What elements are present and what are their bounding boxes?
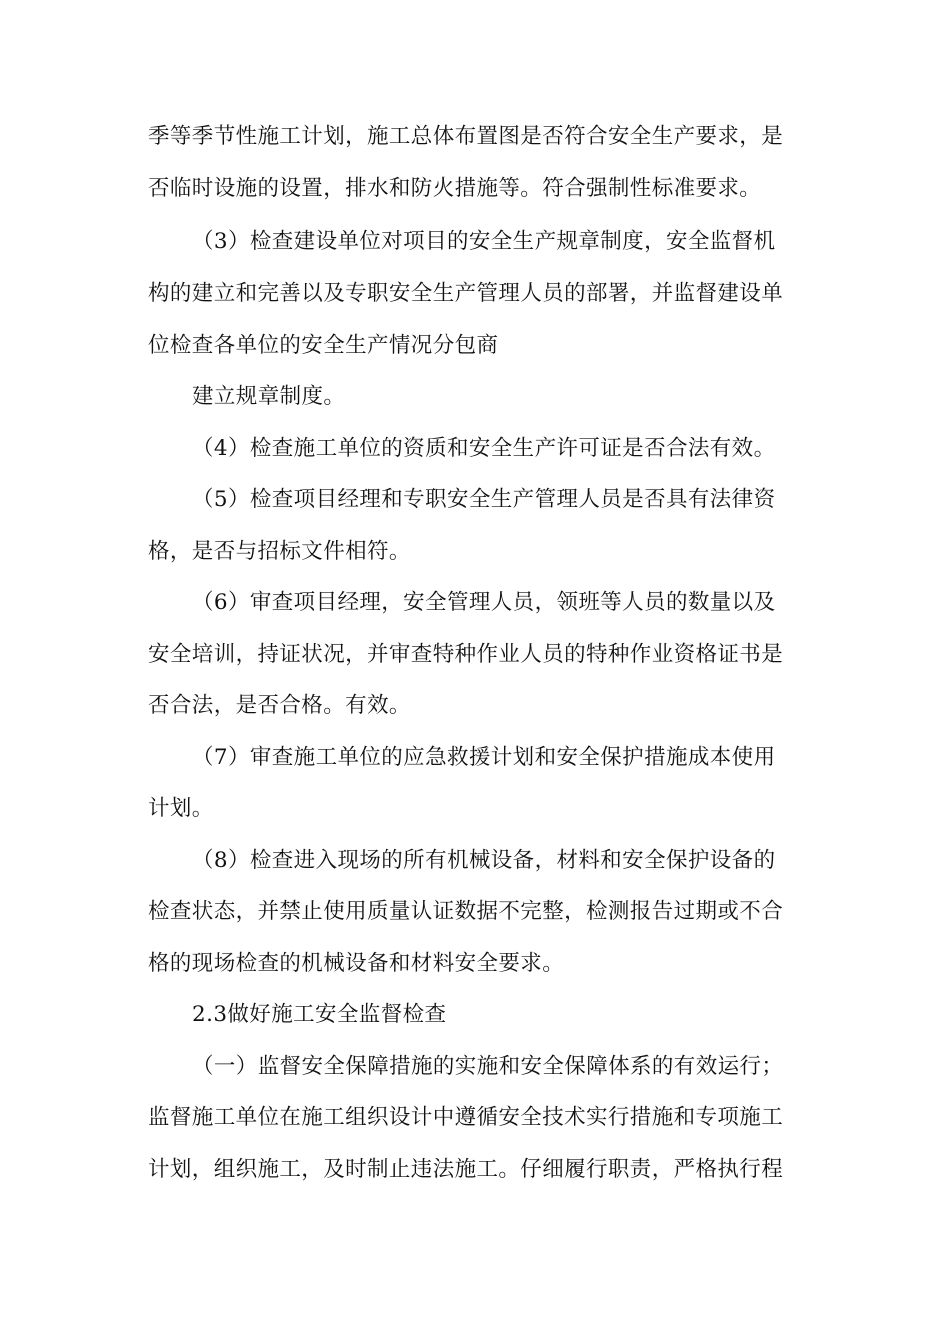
text-line: 格的现场检查的机械设备和材料安全要求。 bbox=[148, 951, 565, 976]
section-heading: 2.3做好施工安全监督检查 bbox=[192, 1002, 447, 1027]
text-line: 否合法，是否合格。有效。 bbox=[148, 693, 411, 718]
text-line: 建立规章制度。 bbox=[192, 384, 346, 409]
text-line: 计划。 bbox=[148, 796, 214, 821]
text-line: （6）审查项目经理，安全管理人员，领班等人员的数量以及 bbox=[192, 590, 776, 615]
text-line: （8）检查进入现场的所有机械设备，材料和安全保护设备的 bbox=[192, 848, 776, 873]
text-line: 监督施工单位在施工组织设计中遵循安全技术实行措施和专项施工 bbox=[148, 1105, 784, 1130]
text-line: 季等季节性施工计划，施工总体布置图是否符合安全生产要求，是 bbox=[148, 124, 784, 149]
text-line: 否临时设施的设置，排水和防火措施等。符合强制性标准要求。 bbox=[148, 176, 762, 201]
text-line: 构的建立和完善以及专职安全生产管理人员的部署，并监督建设单 bbox=[148, 281, 784, 306]
text-line: 检查状态，并禁止使用质量认证数据不完整，检测报告过期或不合 bbox=[148, 899, 784, 924]
text-line: （5）检查项目经理和专职安全生产管理人员是否具有法律资 bbox=[192, 487, 776, 512]
text-line: （一）监督安全保障措施的实施和安全保障体系的有效运行； bbox=[192, 1054, 784, 1079]
text-line: 格，是否与招标文件相符。 bbox=[148, 539, 411, 564]
text-line: （3）检查建设单位对项目的安全生产规章制度，安全监督机 bbox=[192, 229, 776, 254]
text-line: （4）检查施工单位的资质和安全生产许可证是否合法有效。 bbox=[192, 436, 776, 461]
text-line: 计划，组织施工，及时制止违法施工。仔细履行职责，严格执行程 bbox=[148, 1157, 784, 1182]
text-line: 安全培训，持证状况，并审查特种作业人员的特种作业资格证书是 bbox=[148, 642, 784, 667]
text-line: 位检查各单位的安全生产情况分包商 bbox=[148, 333, 499, 358]
text-line: （7）审查施工单位的应急救援计划和安全保护措施成本使用 bbox=[192, 745, 776, 770]
